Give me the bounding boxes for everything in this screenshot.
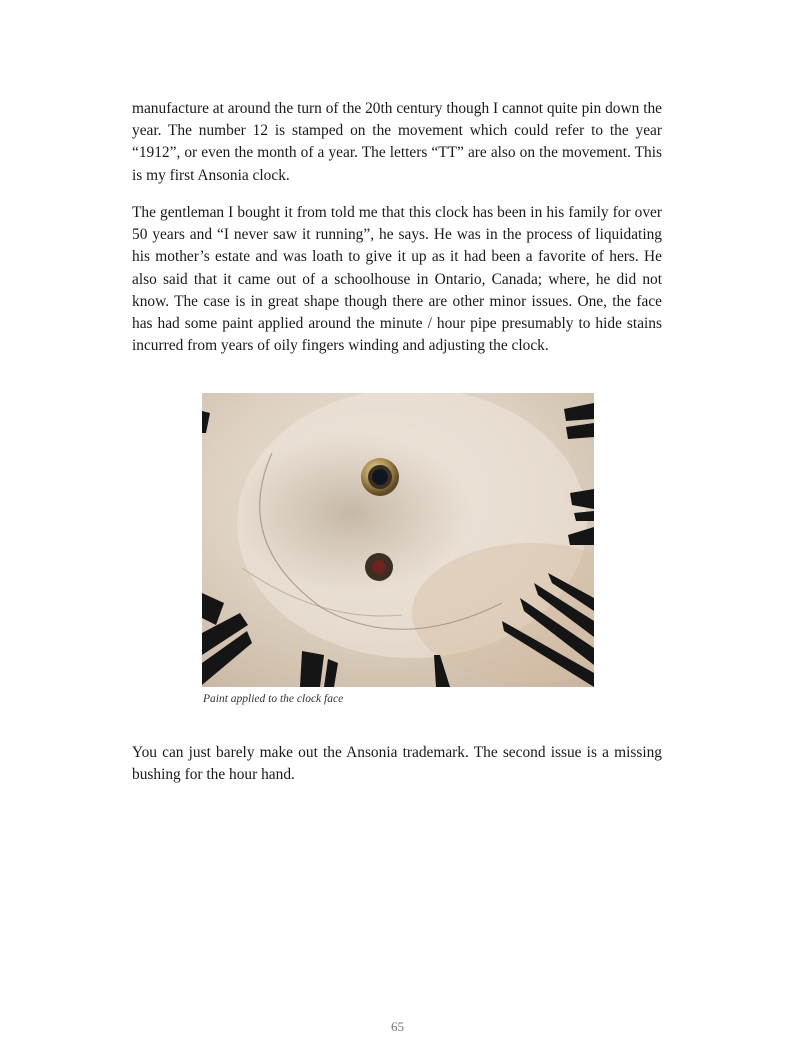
figure-caption: Paint applied to the clock face	[203, 693, 344, 705]
body-paragraph: manufacture at around the turn of the 20th century though I cannot quite pin down the year. The number 12 is stamped on the movement which could refer to the year “1912”, or even the month of a year. The letters “TT” are also on the movement. This is my first Ansonia clock.	[132, 100, 662, 184]
clock-face-photo	[202, 393, 594, 687]
body-paragraph: The gentleman I bought it from told me that this clock has been in his family for over 50 years and “I never saw it running”, he says. He was in the process of liquidating his mother’s estate and was loath to give it up as it had been a favorite of hers. He also said that it came out of a schoolhouse in Ontario, Canada; where, he did not know. The case is in great shape though there are other minor issues. One, the face has had some paint applied around the minute / hour pipe presumably to hide stains incurred from years of oily fingers winding and adjusting the clock.	[132, 204, 662, 355]
page-number: 65	[391, 1019, 404, 1034]
body-paragraph: You can just barely make out the Ansonia trademark. The second issue is a missing bushing for the hour hand.	[132, 744, 662, 784]
